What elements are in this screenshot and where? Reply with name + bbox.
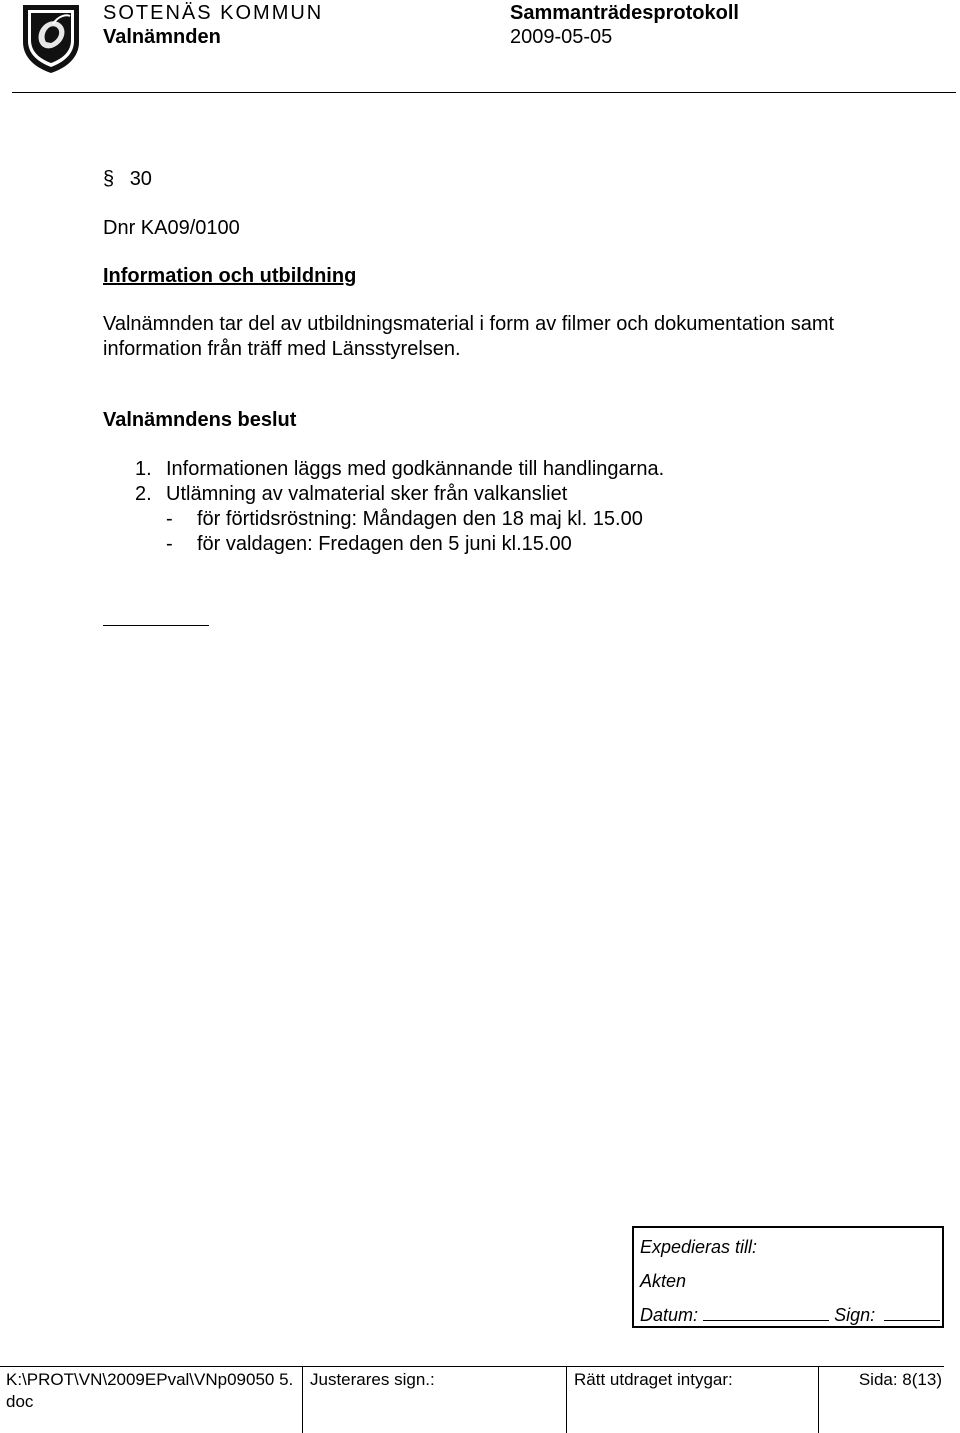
municipality-coat-of-arms-logo [20, 2, 82, 74]
paragraph-symbol: § [103, 168, 115, 190]
expedition-sign-label: Sign: [834, 1305, 876, 1325]
decision-subitem-dash: - [166, 533, 173, 555]
decision-subitem-dash: - [166, 508, 173, 530]
section-heading: Information och utbildning [103, 265, 357, 287]
committee-name: Valnämnden [103, 26, 221, 48]
expedition-recipient: Akten [640, 1271, 687, 1291]
meeting-date: 2009-05-05 [510, 26, 613, 48]
expedition-date-label: Datum: [640, 1305, 699, 1325]
decision-item-number: 2. [135, 483, 152, 505]
expedition-sign-line [884, 1306, 940, 1321]
expedition-sign-row [640, 1298, 942, 1332]
footer-certified-extract: Rätt utdraget intygar: [574, 1370, 733, 1389]
paragraph-number [103, 168, 152, 191]
organization-name: SOTENÄS KOMMUN [103, 2, 324, 24]
decision-subitem-text: för valdagen: Fredagen den 5 juni kl.15.00 [197, 533, 572, 555]
decision-item [135, 457, 664, 482]
document-type: Sammanträdesprotokoll [510, 2, 739, 24]
decision-list [135, 457, 664, 557]
decision-title: Valnämndens beslut [103, 409, 297, 431]
footer-divider [0, 1366, 944, 1367]
decision-item-number: 1. [135, 458, 152, 480]
expedition-label: Expedieras till: [640, 1237, 758, 1257]
expedition-box [632, 1226, 944, 1328]
expedition-date-line [703, 1306, 829, 1321]
footer-page-number: Sida: 8(13) [858, 1370, 942, 1389]
footer-file-path: K:\PROT\VN\2009EPval\VNp09050 5.doc [6, 1370, 294, 1411]
decision-subitem [135, 507, 664, 532]
header-divider [12, 92, 956, 93]
decision-item [135, 482, 664, 507]
footer-adjuster-sign: Justerares sign.: [310, 1370, 435, 1389]
decision-subitem [135, 532, 664, 557]
decision-item-text: Utlämning av valmaterial sker från valkansliet [166, 483, 568, 505]
diary-number: Dnr KA09/0100 [103, 217, 240, 239]
paragraph-number-value: 30 [129, 168, 152, 190]
decision-item-text: Informationen läggs med godkännande till handlingarna. [166, 458, 665, 480]
section-end-line [103, 625, 209, 626]
decision-subitem-text: för förtidsröstning: Måndagen den 18 maj kl. 15.00 [197, 508, 643, 530]
section-body: Valnämnden tar del av utbildningsmaterial i form av filmer och dokumentation samt information från träff med Länsstyrelsen. [103, 313, 835, 360]
